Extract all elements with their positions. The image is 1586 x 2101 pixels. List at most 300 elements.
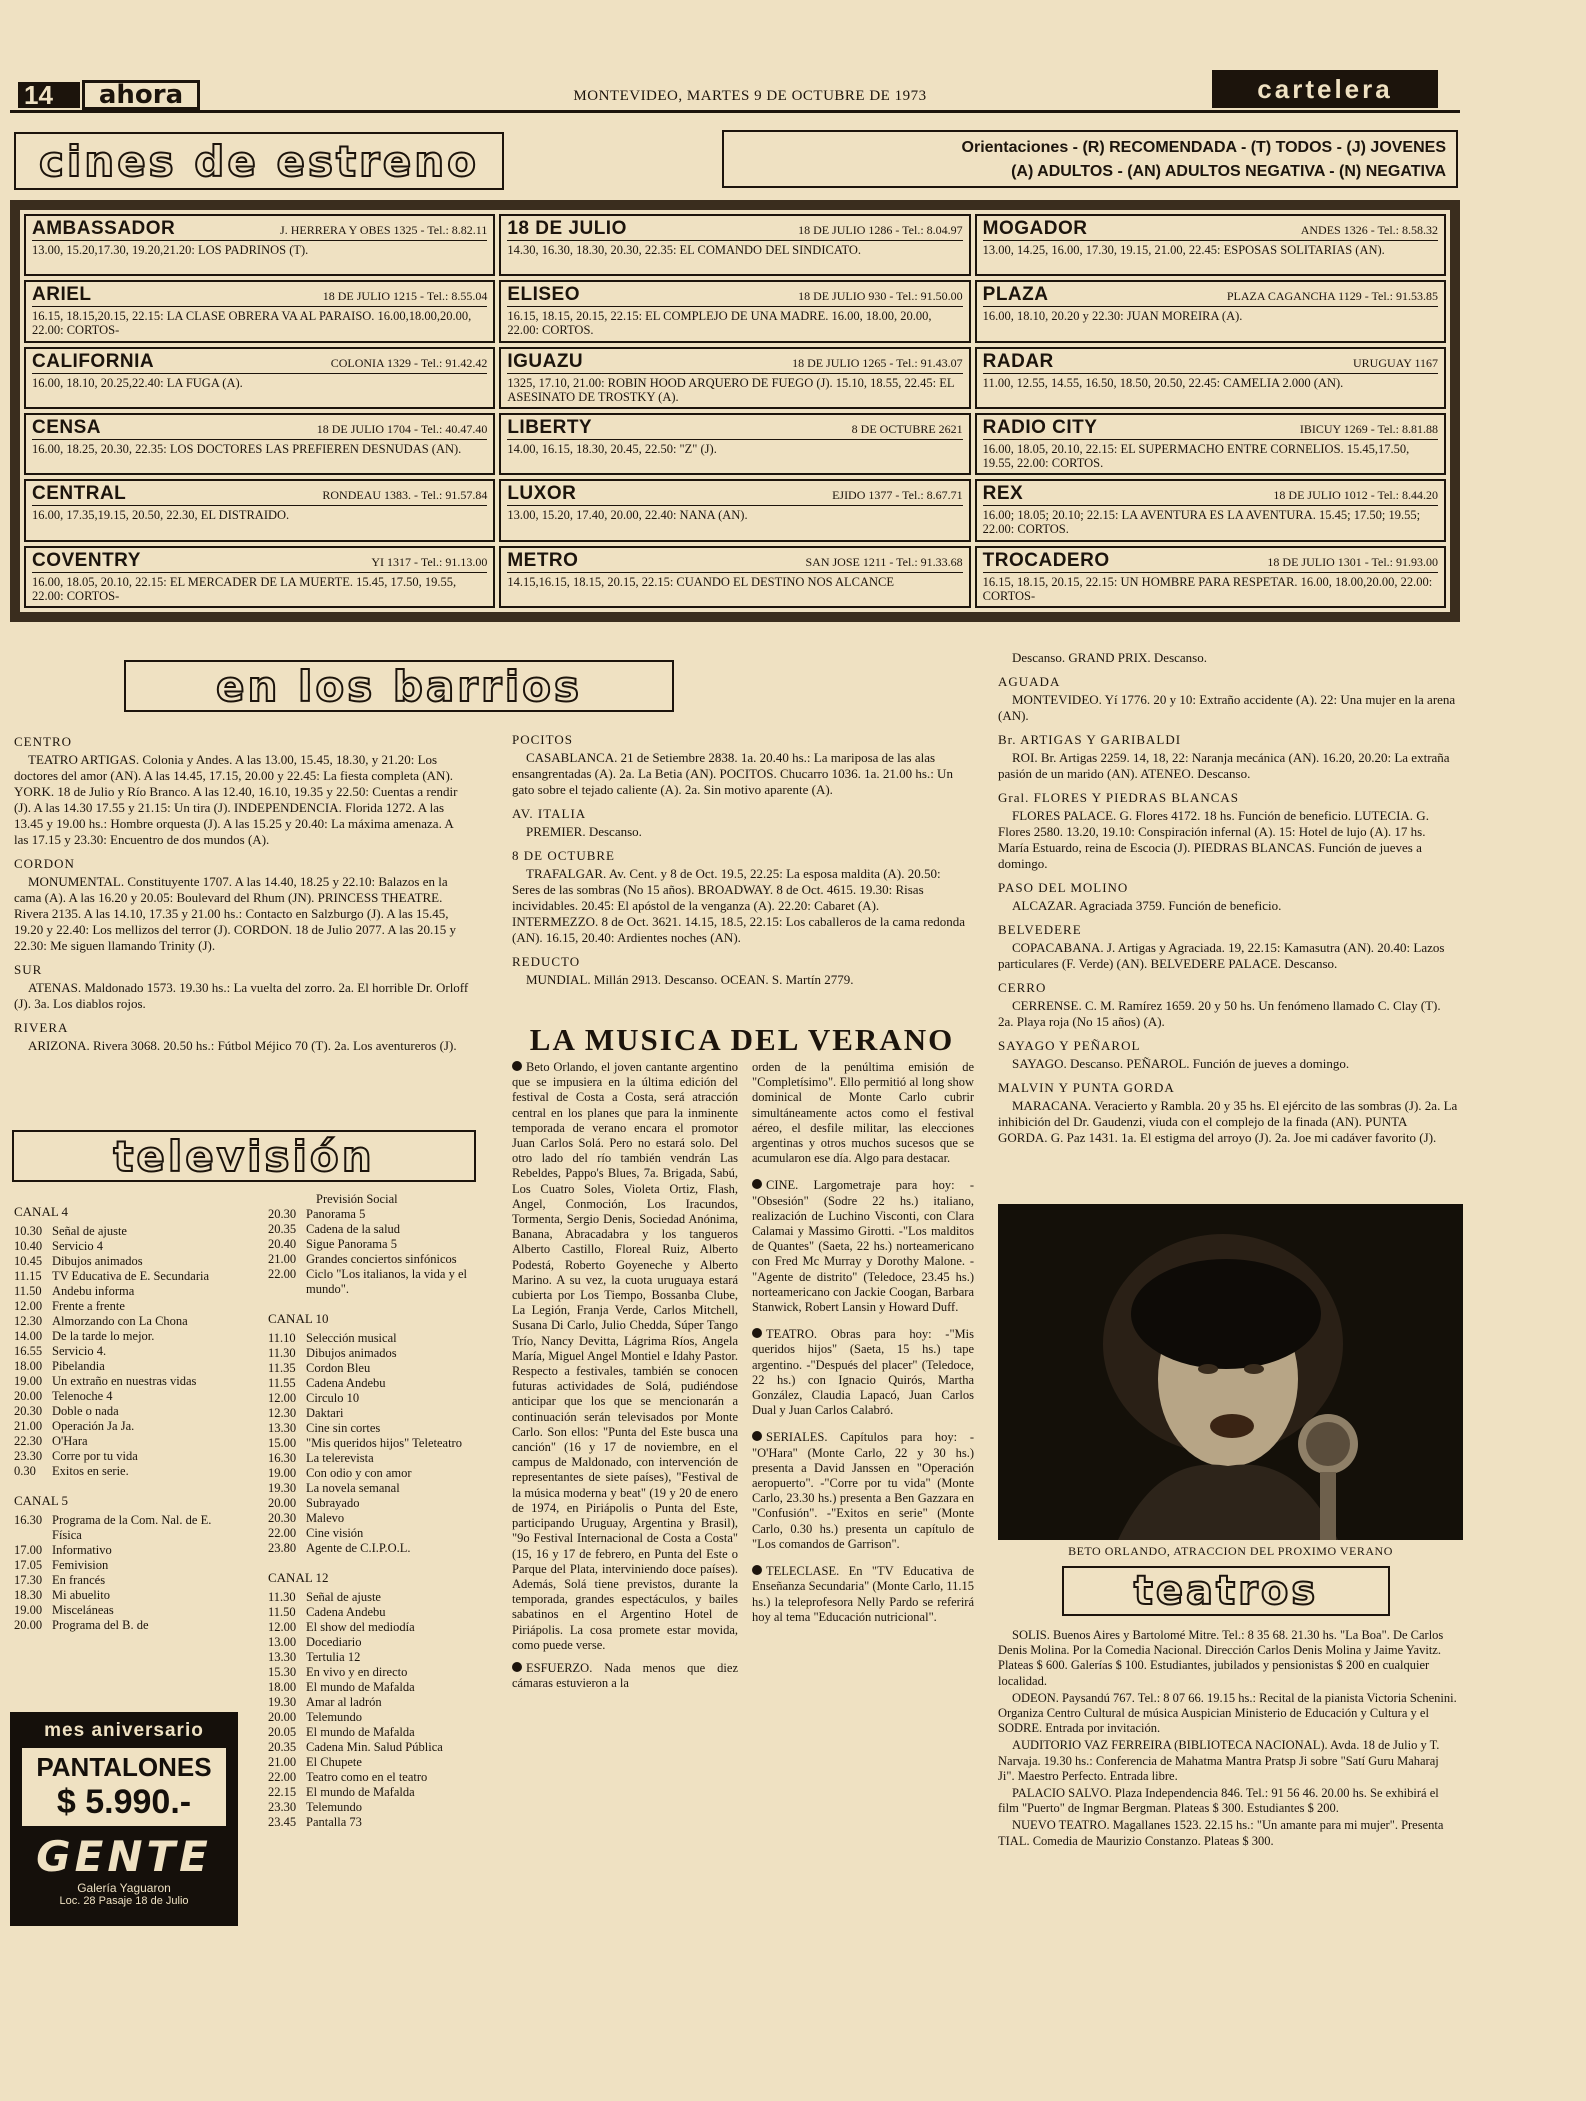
tv-program-row [268, 1800, 474, 1815]
tv-time: 20.35 [268, 1740, 297, 1754]
canal5-continued-schedule [268, 1207, 474, 1297]
tv-program: Andebu informa [52, 1284, 135, 1298]
tv-time: 23.80 [268, 1541, 297, 1555]
cinema-showtimes: 13.00, 14.25, 16.00, 17.30, 19.15, 21.00, 22.45: ESPOSAS SOLITARIAS (AN). [982, 243, 1385, 257]
tv-time: 11.15 [14, 1269, 42, 1283]
tv-program: En vivo y en directo [306, 1665, 408, 1679]
barrio-head: AV. ITALIA [512, 806, 587, 821]
cinema-listing [499, 347, 970, 409]
tv-time: 11.10 [268, 1331, 296, 1345]
cinema-address: SAN JOSE 1211 - Tel.: 91.33.68 [805, 554, 963, 569]
tv-program-row [14, 1359, 232, 1374]
cinema-header [32, 550, 487, 573]
cinema-name: TROCADERO [982, 549, 1110, 571]
tv-program: De la tarde lo mejor. [52, 1329, 155, 1343]
cinema-listing [499, 280, 970, 342]
cinema-header [32, 351, 487, 374]
tv-time: 23.45 [268, 1815, 297, 1829]
barrio-block [998, 880, 1458, 914]
barrios-column-3 [998, 650, 1458, 1154]
tv-program: Cadena Andebu [306, 1605, 386, 1619]
tv-program-row [14, 1374, 232, 1389]
barrio-head: RIVERA [14, 1020, 69, 1035]
tv-program: Mi abuelito [52, 1588, 110, 1602]
barrio-text: ATENAS. Maldonado 1573. 19.30 hs.: La vuelta del zorro. 2a. El horrible Dr. Orloff (J). 3a. Los diablos rojos. [14, 980, 469, 1011]
ad-line-5: Loc. 28 Pasaje 18 de Julio [59, 1895, 189, 1907]
tv-time: 20.35 [268, 1222, 297, 1236]
cinema-showtimes: 16.00, 18.25, 20.30, 22.35: LOS DOCTORES LAS PREFIEREN DESNUDAS (AN). [32, 441, 462, 456]
canal4-label: CANAL 4 [14, 1204, 69, 1219]
barrio-head: SUR [14, 962, 43, 977]
barrio-head: BELVEDERE [998, 922, 1082, 937]
tv-program: Cadena Andebu [306, 1376, 386, 1390]
tv-program-row [268, 1526, 474, 1541]
tv-program-row [268, 1237, 474, 1252]
tv-time: 13.30 [268, 1421, 297, 1435]
cinema-showtimes: 14.15,16.15, 18.15, 20.15, 22.15: CUANDO EL DESTINO NOS ALCANCE [507, 574, 895, 589]
tv-time: 22.15 [268, 1785, 297, 1799]
tv-program: TV Educativa de E. Secundaria [52, 1269, 210, 1283]
cinema-name: ELISEO [507, 284, 581, 306]
tv-program-row [268, 1331, 474, 1346]
cinema-showtimes: 16.00, 18.05, 20.10, 22.15: EL MERCADER DE LA MUERTE. 15.45, 17.50, 19.55, 22.00: CORTOS- [32, 574, 457, 603]
beto-orlando-photo [998, 1204, 1463, 1540]
cinema-address: 8 DE OCTUBRE 2621 [851, 421, 963, 436]
cinema-header [32, 483, 487, 506]
cinema-showtimes: 14.30, 16.30, 18.30, 20.30, 22.35: EL COMANDO DEL SINDICATO. [507, 243, 862, 257]
cinema-address: EJIDO 1377 - Tel.: 8.67.71 [832, 488, 963, 503]
cinema-showtimes: 11.00, 12.55, 14.55, 16.50, 18.50, 20.50, 22.45: CAMELIA 2.000 (AN). [982, 375, 1344, 390]
cinema-header [507, 483, 962, 506]
tv-program: Señal de ajuste [52, 1224, 127, 1238]
canal5-label: CANAL 5 [14, 1493, 69, 1508]
tv-program-row [268, 1635, 474, 1650]
cinema-name: MOGADOR [982, 218, 1088, 239]
tv-time: 13.00 [268, 1635, 297, 1649]
tv-time: 11.50 [268, 1605, 296, 1619]
tv-time: 16.30 [268, 1451, 297, 1465]
article-esfuerzo: ESFUERZO. Nada menos que diez cámaras estuvieron a la [512, 1660, 738, 1691]
canal12-label: CANAL 12 [268, 1570, 329, 1585]
canal10-schedule [268, 1331, 474, 1556]
tv-program-row [14, 1603, 232, 1618]
photo-caption: BETO ORLANDO, ATRACCION DEL PROXIMO VERANO [1068, 1544, 1393, 1558]
tv-time: 21.00 [268, 1252, 297, 1266]
teatros-title-box [1062, 1566, 1390, 1616]
tv-time: 22.00 [268, 1267, 297, 1281]
tv-time: 10.45 [14, 1254, 43, 1268]
tv-program: Malevo [306, 1511, 345, 1525]
barrio-text: CERRENSE. C. M. Ramírez 1659. 20 y 50 hs. Un fenómeno llamado C. Clay (T). 2a. Playa roja (No 15 años) (A). [998, 998, 1441, 1029]
tv-program: Telemundo [306, 1710, 363, 1724]
tv-program: Programa del B. de [52, 1618, 149, 1632]
tv-program: Cine sin cortes [306, 1421, 381, 1435]
barrio-block [14, 962, 470, 1012]
tv-time: 20.40 [268, 1237, 297, 1251]
tv-program: El mundo de Mafalda [306, 1680, 415, 1694]
tv-program: Agente de C.I.P.O.L. [306, 1541, 411, 1555]
tv-time: 0.30 [14, 1464, 36, 1478]
tv-time: 11.50 [14, 1284, 42, 1298]
cinema-name: LIBERTY [507, 416, 593, 438]
tv-program: Subrayado [306, 1496, 360, 1510]
tv-program: En francés [52, 1573, 106, 1587]
tv-program: Operación Ja Ja. [52, 1419, 135, 1433]
cinema-name: RADIO CITY [982, 416, 1098, 438]
cinema-header [507, 284, 962, 307]
cinema-address: 18 DE JULIO 1286 - Tel.: 8.04.97 [798, 223, 963, 237]
tv-time: 19.00 [14, 1374, 43, 1388]
article-seriales: SERIALES. Capítulos para hoy: -"O'Hara" (Monte Carlo, 22 y 30 hs.) presenta a David Janssen en "Operación aeropuerto". -"Corre por tu vida" (Monte Carlo, 23.30 hs.) presenta a Ben Gazzara en "Confusión". -"Exitos en serie" (Monte Carlo, 0.30 hs.) presenta un capítulo de "Los comandos de Garrison". [752, 1430, 974, 1551]
tv-program-row [14, 1558, 232, 1573]
tv-program: Cadena de la salud [306, 1222, 401, 1236]
tv-time: 11.35 [268, 1361, 296, 1375]
tv-program-row [268, 1725, 474, 1740]
barrio-block [998, 674, 1458, 724]
barrio-head: CERRO [998, 980, 1047, 995]
barrio-text: ARIZONA. Rivera 3068. 20.50 hs.: Fútbol Méjico 70 (T). 2a. Los aventureros (J). [28, 1038, 457, 1053]
cinema-listing [975, 546, 1446, 608]
tv-program-row [268, 1207, 474, 1222]
ad-line-2: PANTALONES [36, 1752, 212, 1782]
tv-program-row [268, 1222, 474, 1237]
cinema-showtimes: 16.00, 18.10, 20.25,22.40: LA FUGA (A). [32, 375, 243, 390]
barrio-block [998, 1038, 1458, 1072]
bullet-icon [512, 1061, 522, 1071]
cinema-header [983, 550, 1438, 573]
tv-program: El mundo de Mafalda [306, 1785, 415, 1799]
cinema-listing [24, 347, 495, 409]
barrio-block [512, 848, 968, 946]
tv-time: 12.00 [268, 1620, 297, 1634]
tv-program: Informativo [52, 1543, 112, 1557]
tv-program-row [14, 1239, 232, 1254]
barrio-text: CASABLANCA. 21 de Setiembre 2838. 1a. 20.40 hs.: La mariposa de las alas ensangrentadas (A). 2a. La Betia (AN). POCITOS. Chucarro 1036. 1a. 21.00 hs.: Un gato sobre el tejado caliente (A). 2a. Sin motivo aparente (A). [512, 750, 953, 797]
tv-program-row [14, 1269, 232, 1284]
cinema-name: PLAZA [982, 284, 1049, 306]
tv-time: 22.00 [268, 1526, 297, 1540]
barrio-block [998, 922, 1458, 972]
tv-time: 20.30 [268, 1207, 297, 1221]
tv-title-box [12, 1130, 476, 1182]
tv-time: 20.30 [268, 1511, 297, 1525]
barrio-head: REDUCTO [512, 954, 581, 969]
cinema-listing [24, 280, 495, 342]
tv-time: 20.00 [268, 1496, 297, 1510]
cinema-header [983, 417, 1438, 440]
teatros-title: teatros [1133, 1568, 1319, 1614]
bullet-icon [752, 1328, 762, 1338]
tv-time: 20.30 [14, 1404, 43, 1418]
cinema-showtimes: 16.15, 18.15, 20.15, 22.15: UN HOMBRE PARA RESPETAR. 16.00, 18.00,20.00, 22.00: CORTOS- [982, 574, 1433, 603]
cinema-address: IBICUY 1269 - Tel.: 8.81.88 [1299, 421, 1438, 436]
tv-program-row [268, 1650, 474, 1665]
tv-time: 10.40 [14, 1239, 43, 1253]
cinema-listing [499, 479, 970, 541]
tv-program-row [268, 1770, 474, 1785]
tv-program-row [14, 1449, 232, 1464]
cinema-listing [499, 546, 970, 608]
tv-time: 20.00 [14, 1618, 43, 1632]
tv-program-row [268, 1421, 474, 1436]
teatros-list [998, 1628, 1458, 1851]
tv-program-row [14, 1588, 232, 1603]
orientaciones-line-2: (A) ADULTOS - (AN) ADULTOS NEGATIVA - (N) NEGATIVA [1011, 163, 1446, 180]
tv-time: 11.55 [268, 1376, 296, 1390]
tv-program: Corre por tu vida [52, 1449, 138, 1463]
tv-program: El Chupete [306, 1755, 362, 1769]
section-title: cartelera [1212, 70, 1438, 108]
teatro-listing: NUEVO TEATRO. Magallanes 1523. 22.15 hs.: "Un amante para mi mujer". Presenta TIAL. Comedia de Maurizio Constanzo. Plateas $ 300. [998, 1818, 1444, 1848]
tv-program-row [14, 1543, 232, 1558]
tv-program-row [14, 1224, 232, 1239]
gente-advertisement [10, 1712, 238, 1926]
tv-program-row [268, 1252, 474, 1267]
tv-program-row [268, 1361, 474, 1376]
cinema-name: CENSA [32, 416, 102, 438]
cinema-showtimes: 16.15, 18.15, 20.15, 22.15: EL COMPLEJO DE UNA MADRE. 16.00, 18.00, 20.00, 22.00: CORTOS. [507, 309, 932, 338]
cinema-listing [975, 214, 1446, 276]
cinema-name: 18 DE JULIO [507, 218, 627, 239]
ad-price-box [22, 1748, 226, 1826]
barrios-title: en los barrios [216, 661, 582, 711]
cinema-showtimes: 16.00, 18.10, 20.20 y 22.30: JUAN MOREIRA (A). [982, 309, 1243, 324]
teatro-listing: AUDITORIO VAZ FERREIRA (BIBLIOTECA NACIONAL). Avda. 18 de Julio y T. Narvaja. 19.30 hs.: Conferencia de Mahatma Mantra Pratsp Ji sobre "Satí Guru Maharaj Ji". Maestro Perfecto. Entrada libre. [998, 1738, 1440, 1783]
barrio-head: CENTRO [14, 734, 72, 749]
tv-program-row [268, 1466, 474, 1481]
barrio-block [998, 790, 1458, 872]
cinema-listing [975, 413, 1446, 475]
barrio-text: MARACANA. Veracierto y Rambla. 20 y 35 hs. El ejército de las sombras (J). 2a. La inhibición del Dr. Gaudenzi, viuda con el complejo de la finada (AN). PUNTA GORDA. G. Paz 1431. 1a. El estigma del arroyo (J). 2a. Joe mi cadáver favorito (J). [998, 1098, 1458, 1145]
tv-program: Sigue Panorama 5 [306, 1237, 397, 1251]
tv-program: Servicio 4 [52, 1239, 104, 1253]
tv-column-2 [268, 1192, 474, 1830]
tv-program-row [268, 1541, 474, 1556]
tv-time: 11.30 [268, 1346, 296, 1360]
barrio-head: Gral. FLORES Y PIEDRAS BLANCAS [998, 790, 1240, 805]
barrios-title-box [124, 660, 674, 712]
tv-time: 23.30 [268, 1800, 297, 1814]
tv-program: La telerevista [306, 1451, 374, 1465]
cinema-showtimes: 16.00, 17.35,19.15, 20.50, 22.30, EL DISTRAIDO. [32, 508, 290, 523]
tv-program: Frente a frente [52, 1299, 125, 1313]
tv-time: 22.30 [14, 1434, 43, 1448]
tv-program-row [14, 1434, 232, 1449]
barrio-text: TEATRO ARTIGAS. Colonia y Andes. A las 13.00, 15.45, 18.30, y 21.20: Los doctores del amor (AN). A las 14.45, 17.15, 20.00 y 22.45: La fiesta completa (AN). YORK. 18 de Julio y Río Branco. A las 12.40, 16.10, 19.35 y 22.50: Cuentas a rendir (J). A las 14.30 17.55 y 21.15: Un tira (J). INDEPENDENCIA. Florida 1272. A las 13.45 y 19.00 hs.: Hombre orquesta (J). A las 15.25 y 20.40: La máxima amenaza. A las 17.15 y 23.30: Encuentro de dos mundos (A). [14, 752, 458, 847]
tv-program-row [14, 1254, 232, 1269]
issue-date: MONTEVIDEO, MARTES 9 DE OCTUBRE DE 1973 [573, 88, 927, 104]
barrios-column-2 [512, 728, 968, 996]
tv-program: Pibelandia [52, 1359, 105, 1373]
tv-program: Almorzando con La Chona [52, 1314, 188, 1328]
bullet-icon [512, 1662, 522, 1672]
cinema-header [983, 218, 1438, 241]
tv-time: 20.00 [14, 1389, 43, 1403]
tv-time: 18.30 [14, 1588, 43, 1602]
barrio-text: MONTEVIDEO. Yí 1776. 20 y 10: Extraño accidente (A). 22: Una mujer en la arena (AN). [998, 692, 1456, 723]
tv-program-row [14, 1329, 232, 1344]
tv-program: Circulo 10 [306, 1391, 360, 1405]
cinema-name: IGUAZU [507, 350, 584, 372]
tv-program: Daktari [306, 1406, 344, 1420]
tv-time: 19.00 [268, 1466, 297, 1480]
tv-time: 15.30 [268, 1665, 297, 1679]
cinema-grid [24, 214, 1446, 608]
orientaciones-line-1: Orientaciones - (R) RECOMENDADA - (T) TODOS - (J) JOVENES [961, 139, 1446, 156]
cinema-name: REX [982, 483, 1024, 505]
article-column-1 [512, 1060, 738, 1699]
tv-time: 21.00 [14, 1419, 43, 1433]
barrio-text: Descanso. GRAND PRIX. Descanso. [1012, 650, 1207, 665]
cinema-address: 18 DE JULIO 930 - Tel.: 91.50.00 [798, 289, 963, 304]
tv-program-row [268, 1590, 474, 1605]
tv-time: 18.00 [14, 1359, 43, 1373]
tv-col2-head: Previsión Social [316, 1192, 398, 1206]
tv-program: Servicio 4. [52, 1344, 107, 1358]
barrio-head: MALVIN Y PUNTA GORDA [998, 1080, 1175, 1095]
tv-time: 19.00 [14, 1603, 43, 1617]
tv-program-row [268, 1346, 474, 1361]
cinema-header [507, 351, 962, 374]
tv-program: Selección musical [306, 1331, 397, 1345]
tv-time: 21.00 [268, 1755, 297, 1769]
tv-time: 12.00 [268, 1391, 297, 1405]
cinema-header [507, 550, 962, 573]
barrio-text: MUNDIAL. Millán 2913. Descanso. OCEAN. S. Martín 2779. [526, 972, 854, 987]
tv-program-row [268, 1665, 474, 1680]
tv-program-row [14, 1573, 232, 1588]
tv-program-row [14, 1314, 232, 1329]
tv-program-row [268, 1815, 474, 1830]
cinema-listing [24, 479, 495, 541]
bullet-icon [752, 1179, 762, 1189]
cinema-address: J. HERRERA Y OBES 1325 - Tel.: 8.82.11 [280, 223, 488, 237]
barrio-block [998, 732, 1458, 782]
tv-program-row [268, 1436, 474, 1451]
cinema-showtimes: 14.00, 16.15, 18.30, 20.45, 22.50: "Z" (J). [507, 441, 717, 456]
cinema-showtimes: 13.00, 15.20, 17.40, 20.00, 22.40: NANA (AN). [507, 508, 748, 523]
barrio-head: Br. ARTIGAS Y GARIBALDI [998, 732, 1182, 747]
tv-time: 12.30 [14, 1314, 43, 1328]
cinema-name: CALIFORNIA [32, 350, 155, 372]
tv-time: 20.05 [268, 1725, 297, 1739]
bullet-icon [752, 1565, 762, 1575]
tv-program: Un extraño en nuestras vidas [52, 1374, 197, 1388]
tv-program-row [14, 1344, 232, 1359]
barrio-block [998, 650, 1458, 666]
cinema-showtimes: 1325, 17.10, 21.00: ROBIN HOOD ARQUERO DE FUEGO (J). 15.10, 18.55, 22.45: EL ASESINATO DE TROSTKY (A). [507, 375, 955, 404]
cinema-address: 18 DE JULIO 1704 - Tel.: 40.47.40 [316, 421, 488, 436]
tv-program: Telemundo [306, 1800, 363, 1814]
tv-time: 23.30 [14, 1449, 43, 1463]
teatro-listing: PALACIO SALVO. Plaza Independencia 846. Tel.: 91 56 46. 20.00 hs. Se exhibirá el film "Puerto" de Ingmar Bergman. Plateas $ 300. Estudiantes $ 200. [998, 1786, 1439, 1816]
barrio-text: COPACABANA. J. Artigas y Agraciada. 19, 22.15: Kamasutra (AN). 20.40: Lazos particulares (F. Verde) (AN). BELVEDERE PALACE. Descanso. [998, 940, 1445, 971]
tv-program-row [268, 1496, 474, 1511]
canal4-schedule [14, 1224, 232, 1479]
barrio-block [14, 856, 470, 954]
tv-program: "Mis queridos hijos" Teleteatro [306, 1436, 462, 1450]
tv-time: 22.00 [268, 1770, 297, 1784]
tv-program: Dibujos animados [52, 1254, 143, 1268]
tv-program-row [268, 1451, 474, 1466]
tv-program: Con odio y con amor [306, 1466, 412, 1480]
tv-program-row [268, 1406, 474, 1421]
cinema-address: PLAZA CAGANCHA 1129 - Tel.: 91.53.85 [1226, 289, 1438, 304]
tv-time: 19.30 [268, 1481, 297, 1495]
cinema-listing [24, 214, 495, 276]
cinema-name: AMBASSADOR [32, 218, 176, 239]
article-teatro: TEATRO. Obras para hoy: -"Mis queridos hijos" (Saeta, 15 hs.) tape argentino. -"Después del placer" (Teledoce, 22 hs.) con Ignacio Quirós, Martha González, Claudia Lapacó, Juan Carlos Dual y Juan Carlos Calabró. [752, 1327, 974, 1418]
tv-time: 10.30 [14, 1224, 43, 1238]
header-rule [10, 110, 1460, 113]
newspaper-brand: ahora [82, 80, 200, 110]
cinema-showtimes: 16.15, 18.15,20.15, 22.15: LA CLASE OBRERA VA AL PARAISO. 16.00,18.00,20.00, 22.00: CORTOS- [32, 309, 472, 338]
article-teleclase: TELECLASE. En "TV Educativa de Enseñanza Secundaria" (Monte Carlo, 11.15 hs.) la teleprofesora Nelly Pardo se referirá hoy al tema "Educación nutricional". [752, 1564, 974, 1624]
article-intro: orden de la penúltima emisión de "Completísimo". Ello permitió al long show dominical de Monte Carlo cubrir simultáneamente actos como el festival aéreo, el desfile militar, las elecciones argentinas y otros muchos sucesos que se acumularon ese día. Algo para destacar. [752, 1060, 974, 1166]
tv-time: 19.30 [268, 1695, 297, 1709]
cinema-address: 18 DE JULIO 1215 - Tel.: 8.55.04 [322, 289, 488, 304]
cinema-address: 18 DE JULIO 1301 - Tel.: 91.93.00 [1267, 554, 1438, 569]
cinema-header [983, 284, 1438, 307]
tv-program: Cine visión [306, 1526, 364, 1540]
barrio-block [998, 980, 1458, 1030]
barrio-text: TRAFALGAR. Av. Cent. y 8 de Oct. 19.5, 22.25: La esposa maldita (A). 20.50: Seres de las sombras (No 15 años). BROADWAY. 8 de Oct. 4615. 19.30: Risas incividables. 20.45: El apóstol de la venganza (A). 22.20: Cabaret (A). INTERMEZZO. 8 de Oct. 3621. 14.15, 18.5, 22.15: Los caballeros de la cama redonda (AN). 16.15, 20.40: Ardientes noches (AN). [512, 866, 966, 945]
tv-program: Pantalla 73 [306, 1815, 362, 1829]
cinema-name: COVENTRY [32, 549, 141, 571]
teatro-listing: ODEON. Paysandú 767. Tel.: 8 07 66. 19.15 hs.: Recital de la pianista Victoria Schenini. Organiza Centro Cultural de música Auspician Ministerio de Educación y Cultura y el SODRE. Entrada por invitación. [998, 1690, 1457, 1736]
canal10-label: CANAL 10 [268, 1311, 329, 1326]
ad-line-4: Galería Yaguaron [77, 1881, 171, 1895]
article-headline: LA MUSICA DEL VERANO [529, 1022, 955, 1057]
barrio-block [998, 1080, 1458, 1146]
cinema-listing [975, 280, 1446, 342]
tv-time: 15.00 [268, 1436, 297, 1450]
tv-program-row [268, 1740, 474, 1755]
tv-time: 16.30 [14, 1513, 43, 1527]
tv-program-row [14, 1299, 232, 1314]
tv-time: 12.30 [268, 1406, 297, 1420]
tv-program: Cordon Bleu [306, 1361, 371, 1375]
tv-program: El mundo de Mafalda [306, 1725, 415, 1739]
cinema-address: URUGUAY 1167 [1352, 355, 1438, 370]
ad-line-1: mes aniversario [44, 1720, 204, 1741]
barrio-block [512, 806, 968, 840]
barrio-text: ROI. Br. Artigas 2259. 14, 18, 22: Naranja mecánica (AN). 16.20, 20.20: La extraña pasión de un marido (AN). ATENEO. Descanso. [998, 750, 1450, 781]
barrio-block [14, 734, 470, 848]
tv-program-row [14, 1284, 232, 1299]
estreno-title-box [14, 132, 504, 190]
tv-program-row [268, 1267, 474, 1297]
tv-title: televisión [113, 1131, 375, 1181]
article-column-2 [752, 1060, 974, 1633]
article-cine: CINE. Largometraje para hoy: -"Obsesión" (Sodre 22 hs.) italiano, realización de Luchino Visconti, con Clara Calamai y Massimo Girotti. -"Los malditos de Quantes" (Saeta, 22 hs.) norteamericano con Fred Mc Murray y Dorothy Malone. -"Agente de distrito" (Teledoce, 23.45 hs.) norteamericano con Jackie Coogan, Barbara Stanwick, Robert Lansin y Howard Duff. [752, 1178, 974, 1315]
barrio-head: 8 DE OCTUBRE [512, 848, 615, 863]
cinema-header [983, 483, 1438, 506]
tv-program-row [268, 1620, 474, 1635]
tv-program: Misceláneas [52, 1603, 114, 1617]
tv-program: Telenoche 4 [52, 1389, 113, 1403]
article-body-1: Beto Orlando, el joven cantante argentino que se impusiera en la última edición del festival de Costa a Costa, será atracción central en los planes que para la inminente temporada de verano encara el promotor Juan Carlos Solá. Pero no estará solo. Del otro lado del río también vendrán Las Rebeldes, Pappo's Blues, 7a. Brigada, Sabú, Los Cuatro Soles, Violeta Ortiz, Flash, Angel, Conmoción, Los Iracundos, Tormenta, Sergio Denis, Sociedad Anónima, Banana, Abracadabra y los tangueros Alberto Castillo, Floreal Ruiz, Alberto Podestá, Roberto Goyeneche y Alberto Marino. A su vez, la cuota uruguaya estará cubierta por Los Tiempo, Bossanba Clube, La Legión, Franja Verde, Carlos Mitchell, Susana Di Carlo, Julio Chedda, Súper Tango Trío, Nancy Devitta, Lágrima Ríos, Angela María, Miguel Angel Montiel e Idahy Pastor. Respecto a festivales, también se conocen futuras actividades de Solá, pudiéndose anticipar que los que se mencionarán a continuación serán televisados por Monte Carlo. Son ellos: "Punta del Este busca una canción" (16 y 17 de noviembre, en el campus de Maldonado, con intervención de representantes de siete países), "Festival de la música moderna y beat" (19 y 20 de enero de 1974, en Piriápolis o Punta del Este, participando Uruguay, Argentina y Brasil), "9o Festival Internacional de Costa a Costa" (15, 16 y 17 de febrero, en Punta del Este o Parque del Plata, interviniendo doce países). Además, Solá tiene previstos, durante la temporada, grandes espectáculos, y bailes sabatinos en el Argentino Hotel de Piriápolis. La cosa promete estar movida, como puede verse. [512, 1060, 738, 1652]
barrio-head: SAYAGO Y PEÑAROL [998, 1038, 1141, 1053]
ad-price: $ 5.990.- [56, 1783, 192, 1821]
cinema-listing [499, 214, 970, 276]
cinema-header [32, 218, 487, 241]
tv-program: Grandes conciertos sinfónicos [306, 1252, 457, 1266]
tv-program-row [268, 1680, 474, 1695]
tv-program: Amar al ladrón [306, 1695, 382, 1709]
barrio-block [512, 732, 968, 798]
cinema-listing [24, 413, 495, 475]
